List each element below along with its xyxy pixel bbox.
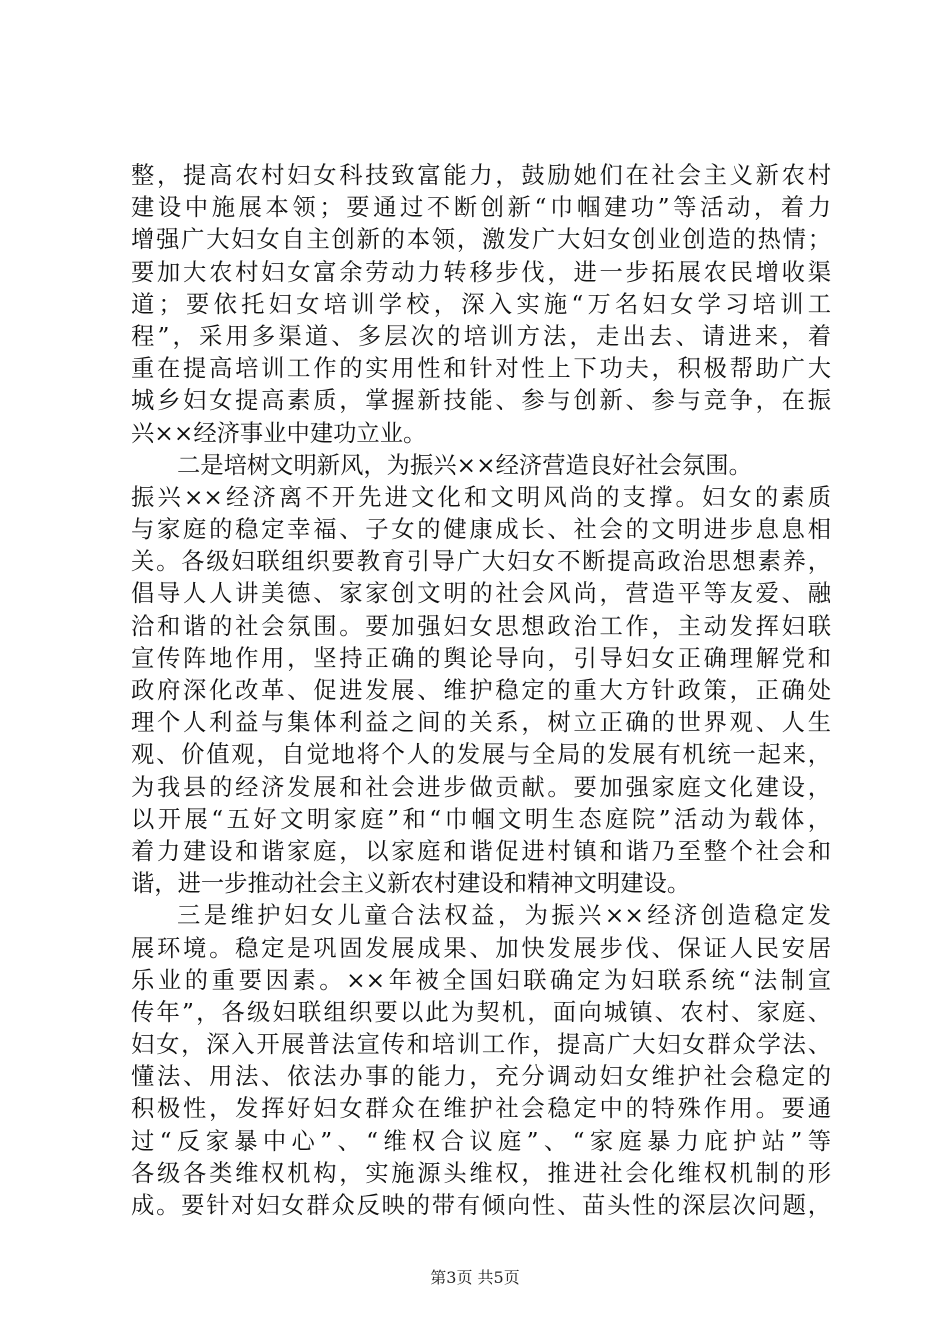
text-line: 以开展“五好文明家庭”和“巾帼文明生态庭院”活动为载体， xyxy=(131,805,831,833)
text-line: 过“反家暴中心”、“维权合议庭”、“家庭暴力庇护站”等 xyxy=(131,1127,831,1155)
text-line: 关。各级妇联组织要教育引导广大妇女不断提高政治思想素养， xyxy=(131,548,831,576)
text-line: 振兴××经济离不开先进文化和文明风尚的支撑。妇女的素质 xyxy=(131,483,831,511)
text-line: 建设中施展本领；要通过不断创新“巾帼建功”等活动，着力 xyxy=(131,194,831,222)
text-line: 着力建设和谐家庭，以家庭和谐促进村镇和谐乃至整个社会和 xyxy=(131,837,831,865)
text-line: 懂法、用法、依法办事的能力，充分调动妇女维护社会稳定的 xyxy=(131,1063,831,1091)
text-line: 乐业的重要因素。××年被全国妇联确定为妇联系统“法制宣 xyxy=(131,966,831,994)
text-line: 宣传阵地作用，坚持正确的舆论导向，引导妇女正确理解党和 xyxy=(131,644,831,672)
text-line: 程”，采用多渠道、多层次的培训方法，走出去、请进来，着 xyxy=(131,322,831,350)
text-line: 整，提高农村妇女科技致富能力，鼓励她们在社会主义新农村 xyxy=(131,162,831,189)
text-line: 传年”，各级妇联组织要以此为契机，面向城镇、农村、家庭、 xyxy=(131,998,831,1026)
document-body xyxy=(131,160,831,1222)
text-line: 谐，进一步推动社会主义新农村建设和精神文明建设。 xyxy=(131,870,691,898)
text-line: 为我县的经济发展和社会进步做贡献。要加强家庭文化建设， xyxy=(131,773,831,801)
text-line: 展环境。稳定是巩固发展成果、加快发展步伐、保证人民安居 xyxy=(131,934,831,962)
text-line: 兴××经济事业中建功立业。 xyxy=(131,419,427,447)
text-line: 各级各类维权机构，实施源头维权，推进社会化维权机制的形 xyxy=(131,1159,831,1187)
text-line: 重在提高培训工作的实用性和针对性上下功夫，积极帮助广大 xyxy=(131,355,831,383)
text-line: 与家庭的稳定幸福、子女的健康成长、社会的文明进步息息相 xyxy=(131,516,831,544)
text-line: 观、价值观，自觉地将个人的发展与全局的发展有机统一起来， xyxy=(131,741,831,769)
text-line: 妇女，深入开展普法宣传和培训工作，提高广大妇女群众学法、 xyxy=(131,1031,831,1059)
text-line: 洽和谐的社会氛围。要加强妇女思想政治工作，主动发挥妇联 xyxy=(131,612,831,640)
paragraph-heading-line: 三是维护妇女儿童合法权益，为振兴××经济创造稳定发 xyxy=(177,902,831,930)
text-line: 城乡妇女提高素质，掌握新技能、参与创新、参与竞争，在振 xyxy=(131,387,831,415)
text-line: 要加大农村妇女富余劳动力转移步伐，进一步拓展农民增收渠 xyxy=(131,258,831,286)
text-line: 政府深化改革、促进发展、维护稳定的重大方针政策，正确处 xyxy=(131,677,831,704)
text-line: 倡导人人讲美德、家家创文明的社会风尚，营造平等友爱、融 xyxy=(131,580,831,608)
text-line: 增强广大妇女自主创新的本领，激发广大妇女创业创造的热情； xyxy=(131,226,831,254)
paragraph-heading-line: 二是培树文明新风，为振兴××经济营造良好社会氛围。 xyxy=(177,451,752,479)
page-number-footer: 第3页 共5页 xyxy=(430,1268,520,1287)
text-line: 积极性，发挥好妇女群众在维护社会稳定中的特殊作用。要通 xyxy=(131,1095,831,1123)
text-line: 成。要针对妇女群众反映的带有倾向性、苗头性的深层次问题， xyxy=(131,1192,831,1219)
text-line: 道；要依托妇女培训学校，深入实施“万名妇女学习培训工 xyxy=(131,290,831,318)
text-line: 理个人利益与集体利益之间的关系，树立正确的世界观、人生 xyxy=(131,709,831,737)
